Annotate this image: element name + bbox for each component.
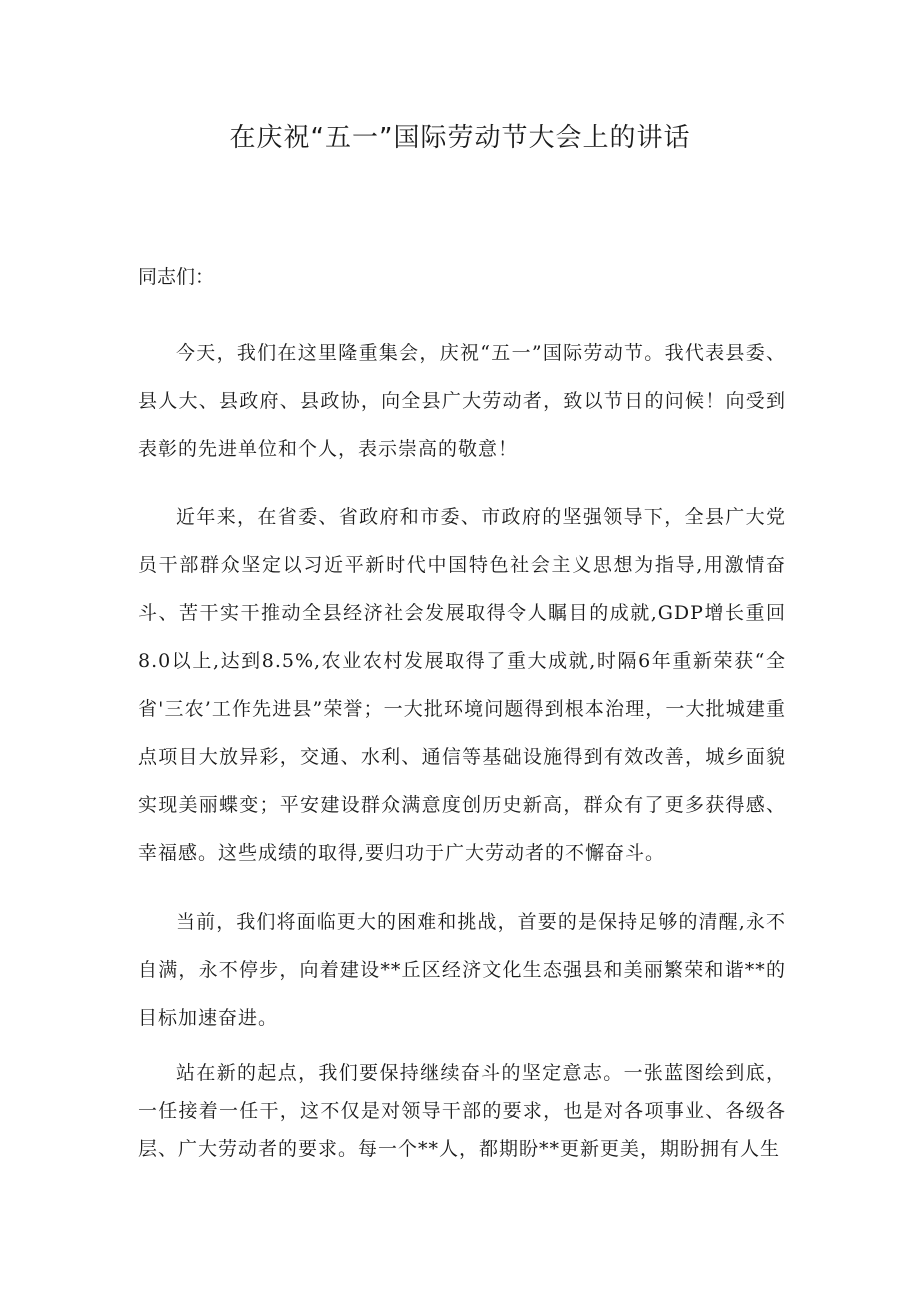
salutation: 同志们： xyxy=(138,266,215,288)
document-title: 在庆祝“五一”国际劳动节大会上的讲话 xyxy=(229,123,691,153)
paragraph-2: 近年来，在省委、省政府和市委、市政府的坚强领导下，全县广大党员干部群众坚定以习近平新时代中国特色社会主义思想为指导,用激情奋斗、苦干实干推动全县经济社会发展取得令人瞩目的成就,GDP增长重回8.0以上,达到8.5%,农业农村发展取得了重大成就,时隔6年重新荣获“全省'三农’工作先进县”荣誉；一大批环境问题得到根本治理，一大批城建重点项目大放异彩，交通、水利、通信等基础设施得到有效改善，城乡面貌实现美丽蝶变；平安建设群众满意度创历史新高，群众有了更多获得感、幸福感。这些成绩的取得,要归功于广大劳动者的不懈奋斗。 xyxy=(138,506,786,864)
paragraph-1: 今天，我们在这里隆重集会，庆祝“五一”国际劳动节。我代表县委、县人大、县政府、县政协，向全县广大劳动者，致以节日的问候！向受到表彰的先进单位和个人，表示崇高的敬意！ xyxy=(138,342,786,460)
paragraph-3: 当前，我们将面临更大的困难和挑战，首要的是保持足够的清醒,永不自满，永不停步，向着建设**丘区经济文化生态强县和美丽繁荣和谐**的目标加速奋进。 xyxy=(138,911,786,1029)
paragraph-4: 站在新的起点，我们要保持继续奋斗的坚定意志。一张蓝图绘到底，一任接着一任干，这不仅是对领导干部的要求，也是对各项事业、各级各层、广大劳动者的要求。每一个**人，都期盼**更新更美，期盼拥有人生 xyxy=(138,1062,786,1160)
